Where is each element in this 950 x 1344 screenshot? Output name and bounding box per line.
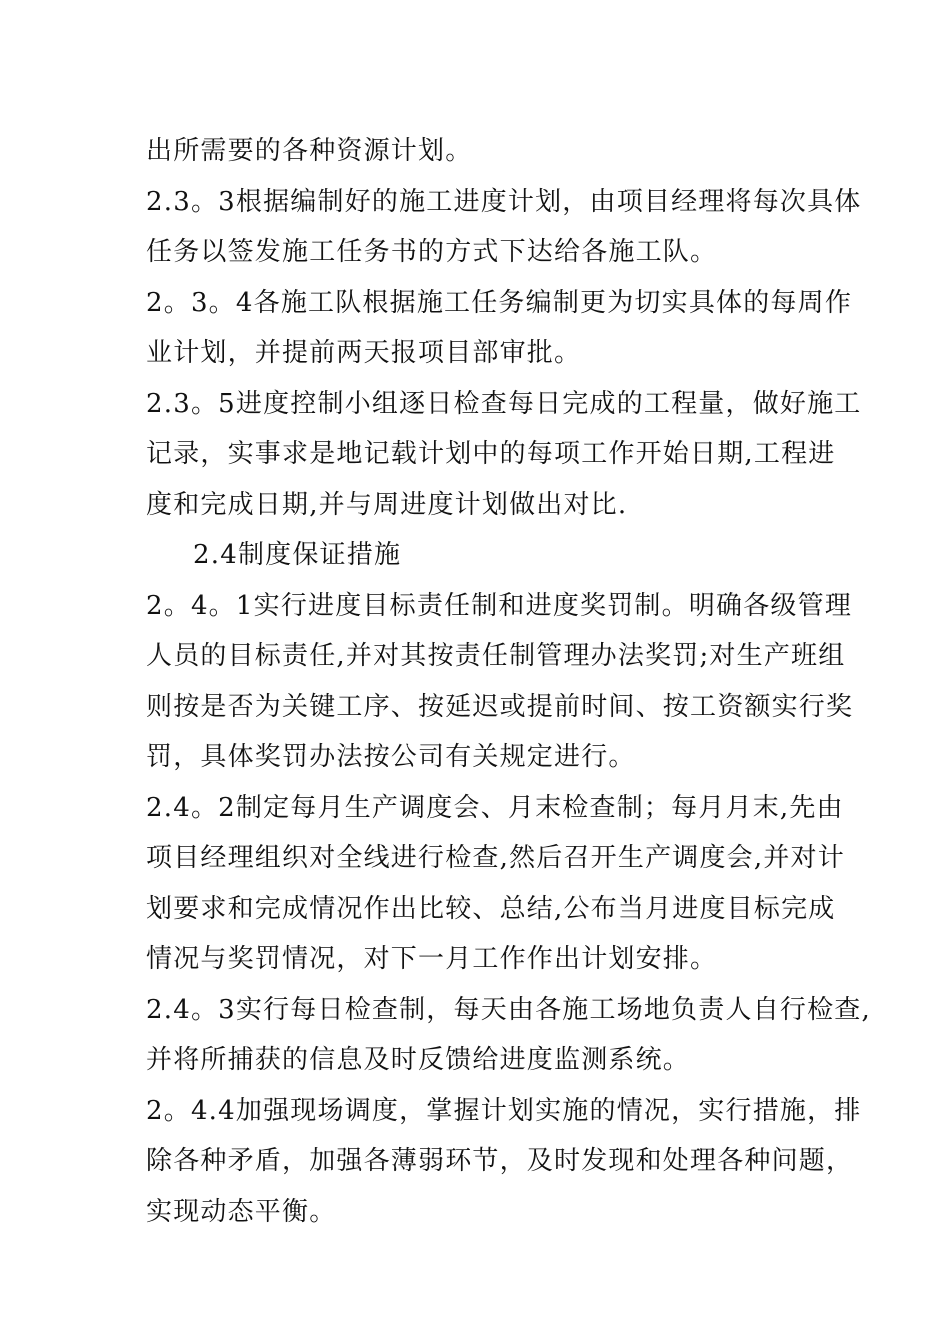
text-line: 2。4.4加强现场调度，掌握计划实施的情况，实行措施，排 [146,1095,862,1126]
text-line: 并将所捕获的信息及时反馈给进度监测系统。 [146,1045,691,1075]
text-line: 记录，实事求是地记载计划中的每项工作开始日期,工程进 [146,439,836,469]
section-heading: 2.4制度保证措施 [193,540,402,570]
text-line: 度和完成日期,并与周进度计划做出对比. [146,489,628,520]
text-line: 2。3。4各施工队根据施工任务编制更为切实具体的每周作 [146,287,853,318]
document-body [146,126,871,1237]
text-line: 2.3。3根据编制好的施工进度计划，由项目经理将每次具体 [146,186,862,217]
text-line: 划要求和完成情况作出比较、总结,公布当月进度目标完成 [146,893,836,924]
text-line: 罚，具体奖罚办法按公司有关规定进行。 [146,742,636,772]
text-line: 2.3。5进度控制小组逐日检查每日完成的工程量，做好施工 [146,388,862,419]
text-line: 实现动态平衡。 [146,1196,337,1227]
text-line: 2。4。1实行进度目标责任制和进度奖罚制。明确各级管理 [146,590,853,621]
text-line: 除各种矛盾，加强各薄弱环节，及时发现和处理各种问题， [146,1146,854,1176]
text-line: 2.4。3实行每日检查制，每天由各施工场地负责人自行检查, [146,994,871,1025]
text-line: 则按是否为关键工序、按延迟或提前时间、按工资额实行奖 [146,691,854,722]
text-line: 出所需要的各种资源计划。 [146,136,473,166]
text-line: 项目经理组织对全线进行检查,然后召开生产调度会,并对计 [146,843,845,873]
text-line: 2.4。2制定每月生产调度会、月末检查制；每月月末,先由 [146,792,844,823]
text-line: 情况与奖罚情况，对下一月工作作出计划安排。 [146,944,718,974]
text-line: 业计划，并提前两天报项目部审批。 [146,338,582,368]
text-line: 任务以签发施工任务书的方式下达给各施工队。 [146,237,718,267]
text-line: 人员的目标责任,并对其按责任制管理办法奖罚;对生产班组 [146,641,846,671]
